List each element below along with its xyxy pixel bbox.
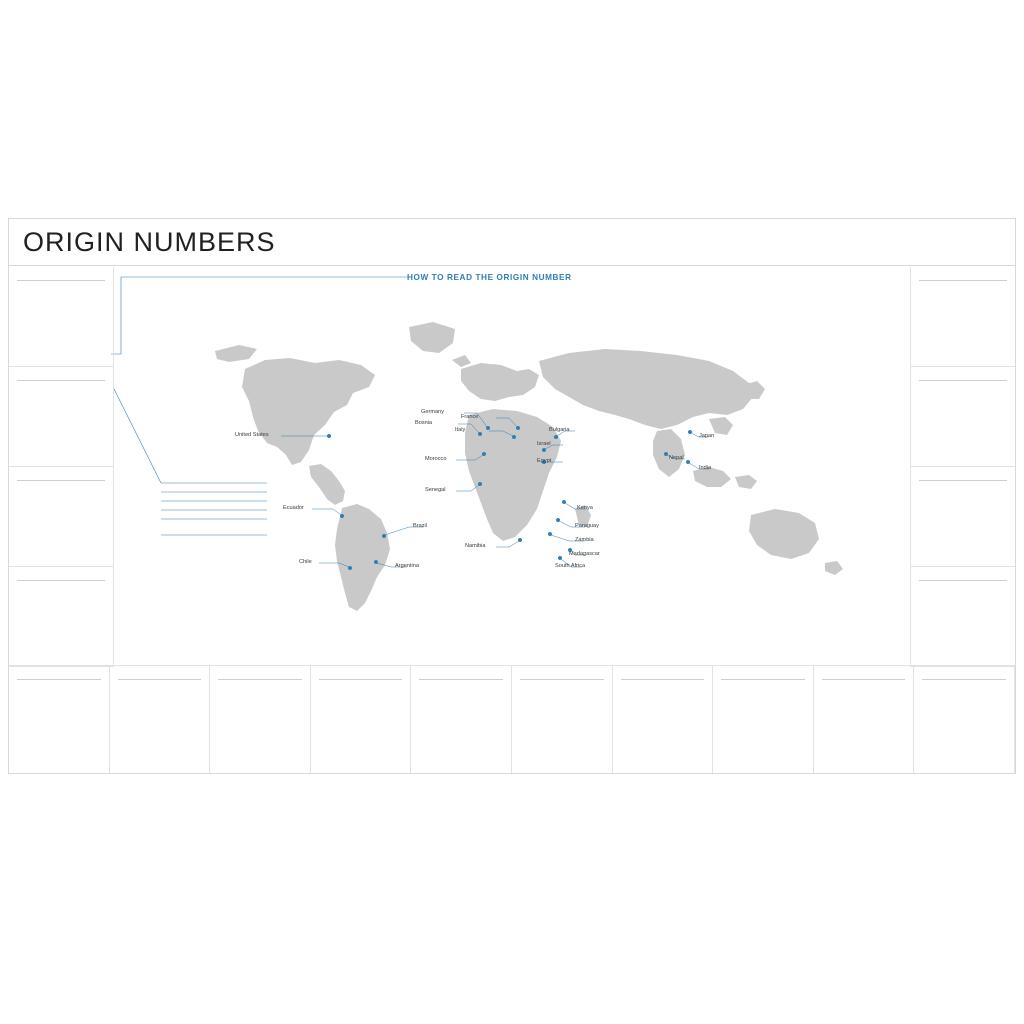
product-divider — [218, 679, 302, 680]
product-card[interactable] — [411, 665, 512, 773]
country-row — [781, 540, 795, 549]
page-title: ORIGIN NUMBERS — [23, 227, 276, 257]
product-card[interactable] — [9, 665, 110, 773]
legend-row — [539, 581, 551, 592]
map-country-label: Japan — [699, 433, 715, 439]
country-row — [781, 424, 795, 433]
product-card[interactable] — [613, 665, 714, 773]
country-row — [781, 433, 795, 442]
product-card[interactable] — [910, 267, 1015, 367]
product-divider — [919, 280, 1007, 281]
product-card[interactable] — [713, 665, 814, 773]
map-country-label: United States — [235, 432, 269, 438]
product-card[interactable] — [9, 267, 114, 367]
product-divider — [118, 679, 202, 680]
map-country-label: Madagascar — [569, 551, 600, 557]
product-divider — [919, 480, 1007, 481]
country-row — [781, 513, 795, 522]
country-row — [781, 575, 795, 584]
product-divider — [419, 679, 503, 680]
product-divider — [17, 480, 105, 481]
product-card[interactable] — [311, 665, 412, 773]
product-divider — [319, 679, 403, 680]
country-row — [781, 451, 795, 460]
map-country-label: Italy — [455, 427, 466, 433]
map-country-label: Paraguay — [575, 523, 599, 529]
legend-row — [539, 592, 551, 603]
product-divider — [17, 380, 105, 381]
map-country-label: Senegal — [425, 487, 446, 493]
map-country-label: Zambia — [575, 537, 594, 543]
country-row — [781, 522, 795, 531]
map-country-label: India — [699, 465, 712, 471]
map-country-label: Morocco — [425, 456, 447, 462]
map-country-label: South Africa — [555, 563, 586, 569]
product-divider — [919, 580, 1007, 581]
product-card[interactable] — [9, 367, 114, 467]
map-country-label: Ecuador — [283, 505, 304, 511]
map-country-label: Chile — [299, 559, 312, 565]
origin-numbers-sheet — [8, 218, 1016, 774]
product-divider — [17, 280, 105, 281]
map-country-label: Bulgaria — [549, 427, 570, 433]
map-country-label: Brazil — [413, 523, 427, 529]
product-card[interactable] — [910, 467, 1015, 567]
legend-row — [161, 571, 177, 582]
country-row — [781, 611, 795, 620]
map-country-label: Germany — [421, 409, 445, 415]
country-row — [781, 584, 795, 593]
cultivation-legend — [294, 571, 306, 604]
how-to-read-heading: HOW TO READ THE ORIGIN NUMBER — [407, 273, 572, 282]
map-country-label: Bosnia — [415, 420, 433, 426]
country-row — [781, 442, 795, 451]
legend-row — [539, 559, 551, 570]
product-card[interactable] — [9, 467, 114, 567]
product-divider — [721, 679, 805, 680]
product-divider — [520, 679, 604, 680]
map-country-label: France — [461, 414, 479, 420]
product-divider — [17, 580, 105, 581]
product-divider — [621, 679, 705, 680]
country-row — [781, 477, 795, 486]
country-legend — [781, 415, 795, 620]
product-divider — [919, 380, 1007, 381]
legend-row — [539, 603, 551, 614]
map-country-label: Namibia — [465, 543, 486, 549]
product-card[interactable] — [9, 567, 114, 667]
product-card[interactable] — [814, 665, 915, 773]
product-card[interactable] — [910, 567, 1015, 667]
legend-row — [161, 582, 177, 593]
product-divider — [17, 679, 101, 680]
continent-legend — [539, 559, 551, 614]
map-country-label: Egypt — [537, 458, 552, 464]
product-divider — [922, 679, 1006, 680]
legend-row — [294, 582, 306, 593]
country-row — [781, 495, 795, 504]
country-row — [781, 468, 795, 477]
country-row — [781, 593, 795, 602]
country-row — [781, 486, 795, 495]
country-row — [781, 549, 795, 558]
country-row — [781, 504, 795, 513]
country-row — [781, 566, 795, 575]
map-country-label: Argentina — [395, 563, 419, 569]
country-row — [781, 602, 795, 611]
product-card[interactable] — [512, 665, 613, 773]
product-card[interactable] — [210, 665, 311, 773]
legend-row — [161, 593, 177, 604]
country-row — [781, 531, 795, 540]
map-country-label: Nepal — [669, 455, 684, 461]
map-country-label: Kenya — [577, 505, 593, 511]
map-country-label: Israel — [537, 441, 551, 447]
product-card[interactable] — [110, 665, 211, 773]
extraction-legend — [161, 571, 177, 604]
country-row — [781, 460, 795, 469]
legend-row — [294, 593, 306, 604]
product-card[interactable] — [910, 367, 1015, 467]
country-row — [781, 415, 795, 424]
product-card[interactable] — [914, 665, 1015, 773]
legend-row — [539, 570, 551, 581]
product-divider — [822, 679, 906, 680]
country-row — [781, 558, 795, 567]
legend-row — [294, 571, 306, 582]
